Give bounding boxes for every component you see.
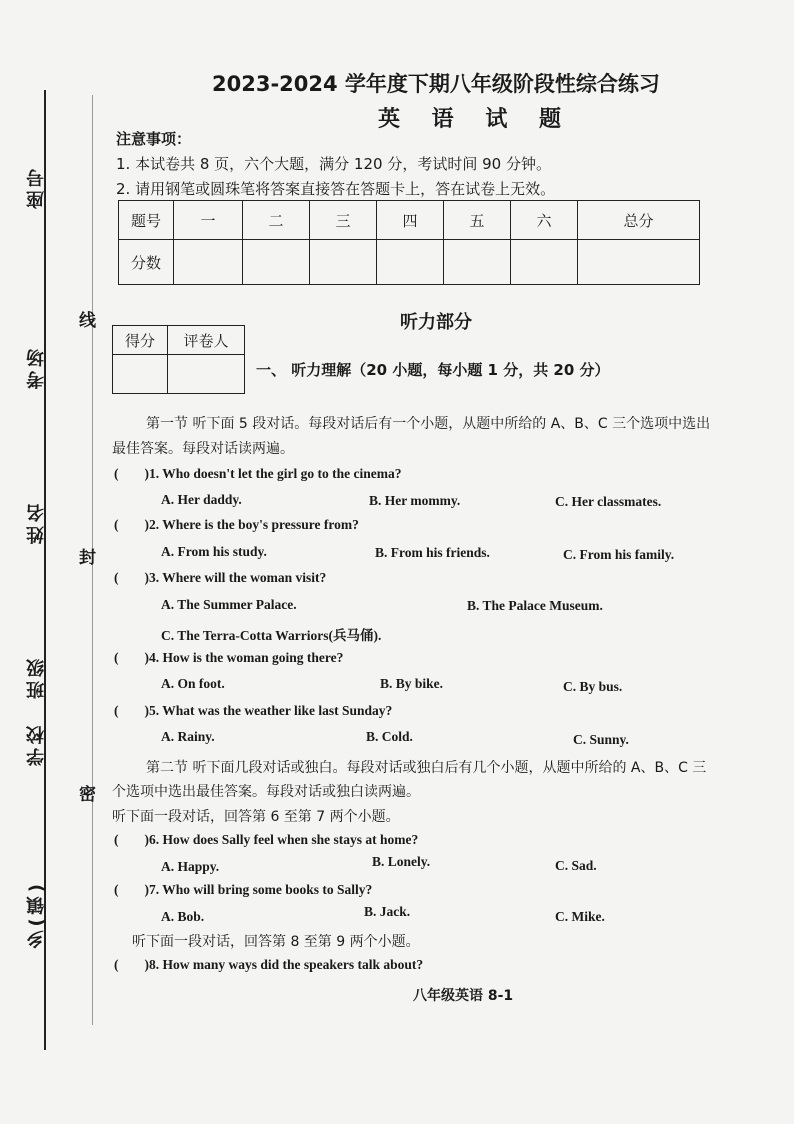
q4-option-c: C. By bus. <box>563 679 623 694</box>
grader-score-cell[interactable] <box>113 355 168 394</box>
score-cell[interactable] <box>377 240 444 285</box>
q3-option-b: B. The Palace Museum. <box>467 598 603 613</box>
q4-option-b: B. By bike. <box>380 676 444 691</box>
section-heading: 一、 听力理解（20 小题，每小题 1 分，共 20 分） <box>256 361 610 379</box>
score-table <box>118 200 700 285</box>
question-2 <box>114 517 359 533</box>
q5-option-b: B. Cold. <box>366 729 413 744</box>
page-footer: 八年级英语 8-1 <box>413 988 514 1004</box>
question-stem: )1. Who doesn't let the girl go to the cinema? <box>144 466 402 481</box>
score-col-label: 题号 <box>119 201 174 240</box>
question-8 <box>114 957 423 973</box>
question-3 <box>114 570 326 586</box>
score-table-score-row <box>119 240 700 285</box>
score-cell[interactable] <box>174 240 243 285</box>
question-stem: )5. What was the weather like last Sunday? <box>144 703 393 718</box>
q1-option-a: A. Her daddy. <box>161 492 242 507</box>
name-label: 姓名 <box>26 500 47 544</box>
q2-option-b: B. From his friends. <box>375 545 490 560</box>
q3-option-c: C. The Terra-Cotta Warriors(兵马俑). <box>161 628 382 643</box>
score-col-1: 一 <box>174 201 243 240</box>
question-stem: )4. How is the woman going there? <box>144 650 344 665</box>
question-7 <box>114 882 372 898</box>
answer-paren[interactable]: ( <box>114 832 119 847</box>
answer-paren[interactable]: ( <box>114 703 119 718</box>
q6-option-a: A. Happy. <box>161 859 220 874</box>
grader-reviewer-label: 评卷人 <box>168 326 245 355</box>
score-cell[interactable] <box>444 240 511 285</box>
seat-label: 座号 <box>26 165 47 209</box>
intro-q6-q7: 听下面一段对话，回答第 6 至第 7 两个小题。 <box>112 809 400 825</box>
q6-option-b: B. Lonely. <box>372 854 431 869</box>
school-label: 学校 <box>26 722 47 766</box>
q2-option-a: A. From his study. <box>161 544 267 559</box>
question-stem: )8. How many ways did the speakers talk about? <box>144 957 424 972</box>
q5-option-a: A. Rainy. <box>161 729 215 744</box>
score-row-label: 分数 <box>119 240 174 285</box>
score-col-6: 六 <box>511 201 578 240</box>
intro-q8-q9: 听下面一段对话，回答第 8 至第 9 两个小题。 <box>132 934 420 950</box>
score-cell[interactable] <box>243 240 310 285</box>
question-stem: )6. How does Sally feel when she stays at home? <box>144 832 419 847</box>
score-cell[interactable] <box>310 240 377 285</box>
seal-feng-mark: 封 <box>79 548 96 568</box>
part-title: 听力部分 <box>400 312 472 333</box>
q2-option-c: C. From his family. <box>563 547 675 562</box>
grader-table <box>112 325 245 394</box>
question-stem: )2. Where is the boy's pressure from? <box>144 517 359 532</box>
q1-option-b: B. Her mommy. <box>369 493 461 508</box>
notes-heading: 注意事项： <box>116 130 192 148</box>
question-5 <box>114 703 392 719</box>
q7-option-b: B. Jack. <box>364 904 411 919</box>
answer-paren[interactable]: ( <box>114 957 119 972</box>
score-col-4: 四 <box>377 201 444 240</box>
note-2: 2. 请用钢笔或圆珠笔将答案直接答在答题卡上，答在试卷上无效。 <box>116 180 556 198</box>
q7-option-a: A. Bob. <box>161 909 205 924</box>
score-cell[interactable] <box>578 240 700 285</box>
seal-line-mark: 线 <box>79 311 96 331</box>
question-6 <box>114 832 418 848</box>
q5-option-c: C. Sunny. <box>573 732 629 747</box>
room-label: 考场 <box>26 345 47 389</box>
question-stem: )7. Who will bring some books to Sally? <box>144 882 373 897</box>
sub1-line1: 第一节 听下面 5 段对话。每段对话后有一个小题，从题中所给的 A、B、C 三个选项中选出 <box>146 416 711 432</box>
answer-paren[interactable]: ( <box>114 570 119 585</box>
score-col-2: 二 <box>243 201 310 240</box>
answer-paren[interactable]: ( <box>114 517 119 532</box>
score-cell[interactable] <box>511 240 578 285</box>
note-1: 1. 本试卷共 8 页，六个大题，满分 120 分，考试时间 90 分钟。 <box>116 155 551 173</box>
grader-score-label: 得分 <box>113 326 168 355</box>
exam-subtitle: 英 语 试 题 <box>378 107 573 132</box>
score-table-header-row <box>119 201 700 240</box>
q4-option-a: A. On foot. <box>161 676 225 691</box>
score-col-5: 五 <box>444 201 511 240</box>
sub2-line2: 个选项中选出最佳答案。每段对话或独白读两遍。 <box>112 784 420 800</box>
question-4 <box>114 650 343 666</box>
answer-paren[interactable]: ( <box>114 882 119 897</box>
q1-option-c: C. Her classmates. <box>555 494 662 509</box>
q7-option-c: C. Mike. <box>555 909 605 924</box>
q6-option-c: C. Sad. <box>555 858 597 873</box>
exam-title: 2023-2024 学年度下期八年级阶段性综合练习 <box>212 72 660 96</box>
question-1 <box>114 466 401 482</box>
answer-paren[interactable]: ( <box>114 650 119 665</box>
sub2-line1: 第二节 听下面几段对话或独白。每段对话或独白后有几个小题，从题中所给的 A、B、C 三 <box>146 760 707 776</box>
question-stem: )3. Where will the woman visit? <box>144 570 327 585</box>
score-col-total: 总分 <box>578 201 700 240</box>
town-label: 乡(镇) <box>26 880 47 949</box>
sub1-line2: 最佳答案。每段对话读两遍。 <box>112 441 294 457</box>
grader-reviewer-cell[interactable] <box>168 355 245 394</box>
answer-paren[interactable]: ( <box>114 466 119 481</box>
seal-mi-mark: 密 <box>79 785 96 805</box>
class-label: 班级 <box>26 655 47 699</box>
score-col-3: 三 <box>310 201 377 240</box>
q3-option-a: A. The Summer Palace. <box>161 597 297 612</box>
